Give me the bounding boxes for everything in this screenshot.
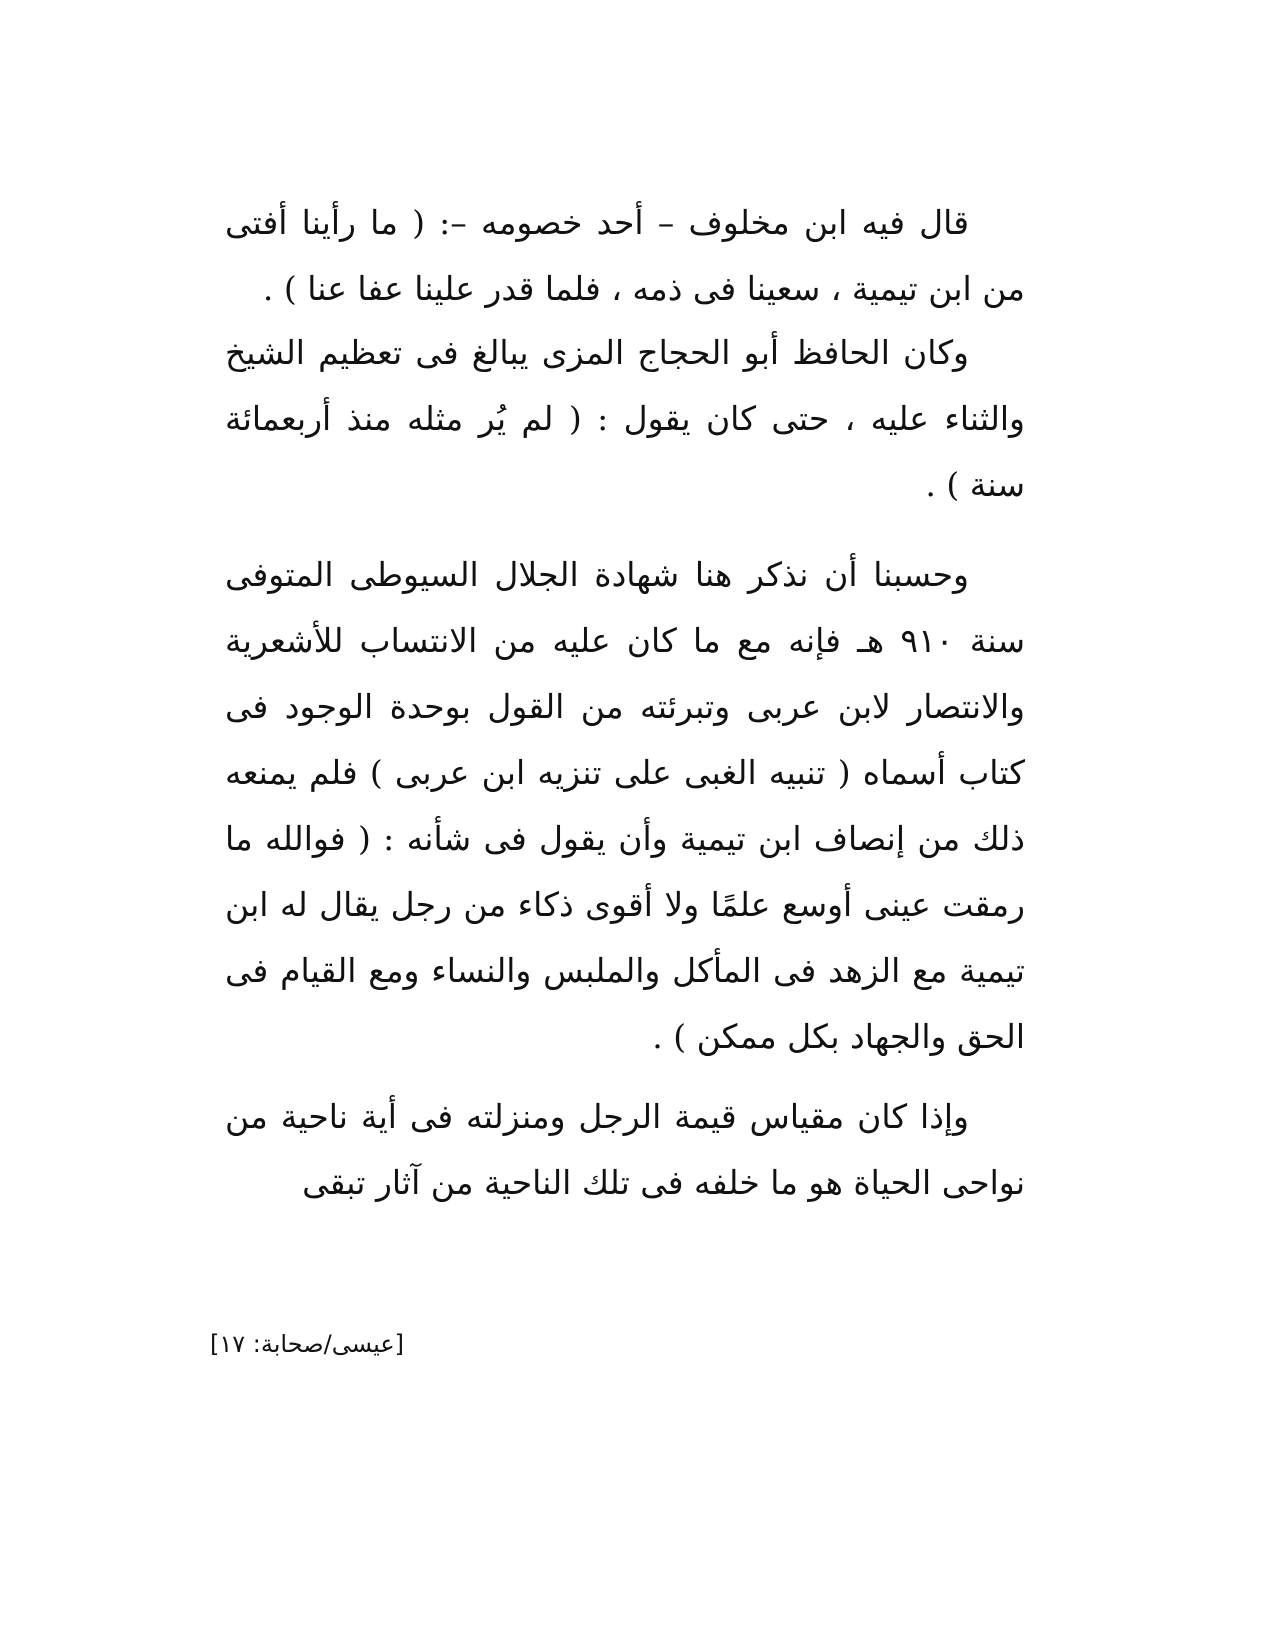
paragraph-al-suyuti-testimony: وحسبنا أن نذكر هنا شهادة الجلال السيوطى المتوفى سنة ٩١٠ هـ فإنه مع ما كان عليه من الانتساب للأشعرية والانتصار لابن عربى وتبرئته من القول بوحدة الوجود فى كتاب أسماه ( تنبيه الغبى على تنزيه ابن عربى ) فلم يمنعه ذلك من إنصاف ابن تيمية وأن يقول فى شأنه : ( فوالله ما رمقت عينى أوسع علمًا ولا أقوى ذكاء من رجل يقال له ابن تيمية مع الزهد فى المأكل والملبس والنساء ومع القيام فى الحق والجهاد بكل ممكن ) . xyxy=(225,555,1025,1056)
paragraph-measure-of-man: وإذا كان مقياس قيمة الرجل ومنزلته فى أية ناحية من نواحى الحياة هو ما خلفه فى تلك الناحية من آثار تبقى xyxy=(225,1097,1025,1202)
page-body xyxy=(225,190,1025,1216)
paragraph-al-mizzi-quote: وكان الحافظ أبو الحجاج المزى يبالغ فى تعظيم الشيخ والثناء عليه ، حتى كان يقول : ( لم يُر مثله منذ أربعمائة سنة ) . xyxy=(225,333,1025,504)
page-footer-reference: [عيسى/صحابة: ١٧] xyxy=(210,1330,405,1358)
paragraph-ibn-makhluf-quote: قال فيه ابن مخلوف – أحد خصومه –: ( ما رأينا أفتى من ابن تيمية ، سعينا فى ذمه ، فلما قدر علينا عفا عنا ) . xyxy=(225,203,1025,308)
